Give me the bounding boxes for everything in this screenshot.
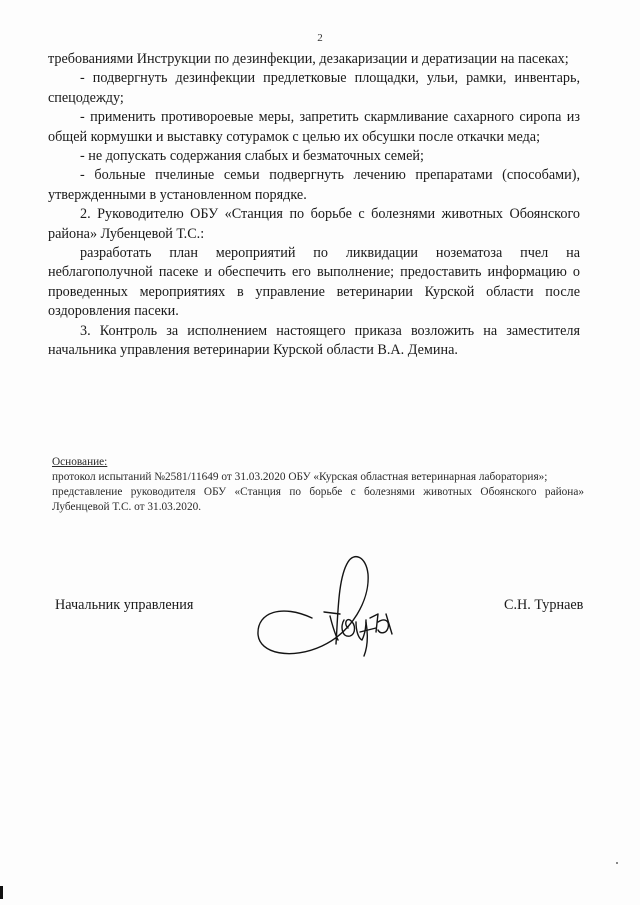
order-point-2: 2. Руководителю ОБУ «Станция по борьбе с болезнями животных Обоянского района» Лубенцевой Т.С.: bbox=[48, 206, 580, 242]
basis-section bbox=[52, 455, 584, 515]
handwritten-signature bbox=[252, 548, 412, 676]
order-body bbox=[48, 50, 580, 361]
body-item-swarming: - применить противороевые меры, запретить скармливание сахарного сиропа из общей кормушки и выставку сотурамок с целью их обсушки после откачки меда; bbox=[48, 109, 580, 145]
body-item-disinfection: - подвергнуть дезинфекции предлетковые площадки, ульи, рамки, инвентарь, спецодежду; bbox=[48, 70, 580, 106]
body-item-weak-colonies: - не допускать содержания слабых и безматочных семей; bbox=[80, 148, 424, 165]
order-point-3: 3. Контроль за исполнением настоящего приказа возложить на заместителя начальника управления ветеринарии Курской области В.А. Демина. bbox=[48, 322, 580, 359]
body-paragraph-continuation: требованиями Инструкции по дезинфекции, дезакаризации и дератизации на пасеках; bbox=[48, 51, 569, 67]
basis-line-protocol: протокол испытаний №2581/11649 от 31.03.2020 ОБУ «Курская областная ветеринарная лаборатория»; bbox=[52, 471, 548, 483]
signer-title: Начальник управления bbox=[55, 597, 194, 613]
basis-line-submission: представление руководителя ОБУ «Станция по борьбе с болезнями животных Обоянского района» Лубенцевой Т.С. от 31.03.2020. bbox=[52, 486, 584, 513]
body-item-treatment: - больные пчелиные семьи подвергнуть лечению препаратами (способами), утвержденными в установленном порядке. bbox=[48, 167, 580, 203]
order-point-2-instructions: разработать план мероприятий по ликвидации нозематоза пчел на неблагополучной пасеке и обеспечить его выполнение; предоставить информацию о проведенных мероприятиях в управление ветеринарии Курской области после оздоровления пасеки. bbox=[48, 245, 580, 320]
scan-margin-mark bbox=[0, 886, 3, 899]
signer-name: С.Н. Турнаев bbox=[504, 597, 584, 613]
basis-label: Основание: bbox=[52, 456, 108, 468]
page-number: 2 bbox=[317, 32, 323, 44]
scan-speck bbox=[616, 862, 618, 864]
